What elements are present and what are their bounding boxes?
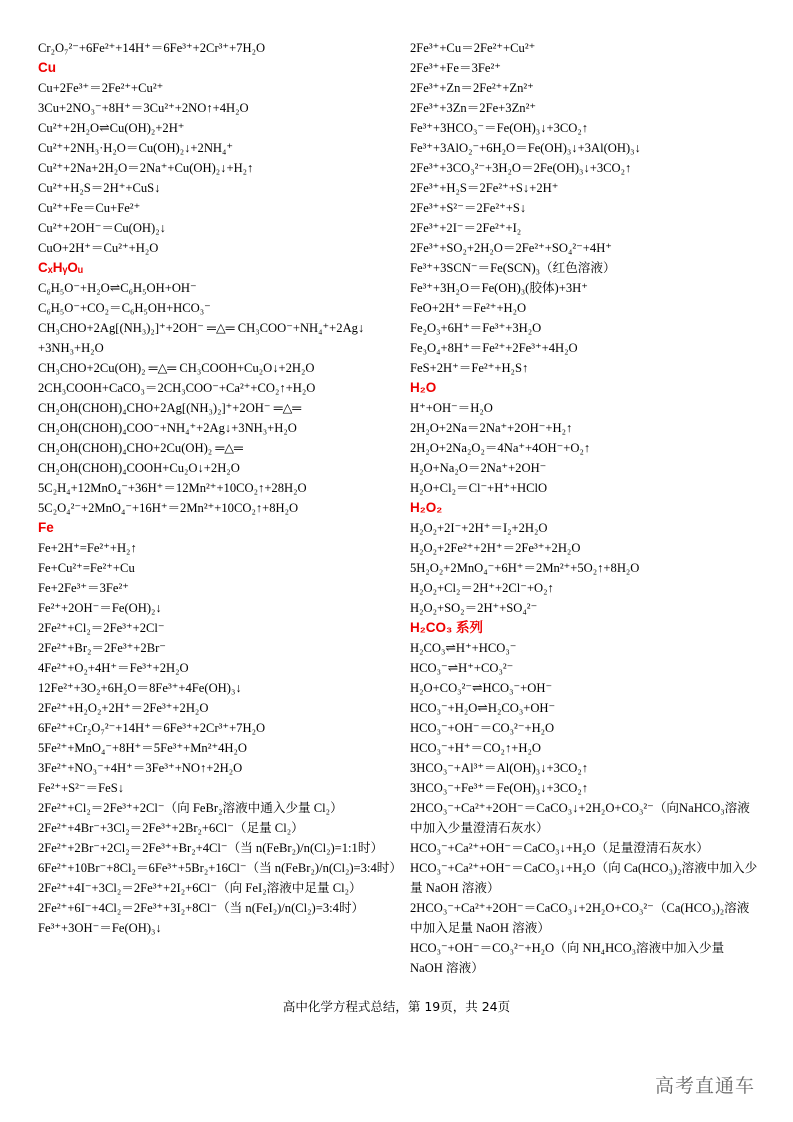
equation-line: Fe³⁺+3HCO₃⁻＝Fe(OH)₃↓+3CO₂↑ — [410, 121, 589, 135]
equation-line: CH₂OH(CHOH)₄COO⁻+NH₄⁺+2Ag↓+3NH₃+H₂O — [38, 421, 297, 435]
equation-line: Fe+2Fe³⁺＝3Fe²⁺ — [38, 581, 129, 595]
section-heading: H₂CO₃ 系列 — [410, 620, 483, 635]
equation-line: 2H₂O+2Na＝2Na⁺+2OH⁻+H₂↑ — [410, 421, 573, 435]
equation-line: 2Fe³⁺+Cu＝2Fe²⁺+Cu²⁺ — [410, 41, 536, 55]
equation-line: HCO₃⁻+OH⁻＝CO₃²⁻+H₂O（向 NH₄HCO₃溶液中加入少量 NaOH 溶液） — [410, 941, 725, 975]
equation-line: FeS+2H⁺＝Fe²⁺+H₂S↑ — [410, 361, 529, 375]
equation-line: 5Fe²⁺+MnO₄⁻+8H⁺＝5Fe³⁺+Mn²⁺4H₂O — [38, 741, 247, 755]
left-column — [38, 38, 400, 938]
equation-line: 2Fe²⁺+Cl₂＝2Fe³⁺+2Cl⁻（向 FeBr₂溶液中通入少量 Cl₂） — [38, 801, 343, 815]
section-heading: CₓHᵧOᵤ — [38, 260, 83, 275]
equation-line: Fe+Cu²⁺=Fe²⁺+Cu — [38, 561, 135, 575]
equation-line: H⁺+OH⁻＝H₂O — [410, 401, 493, 415]
equation-line: 3HCO₃⁻+Al³⁺＝Al(OH)₃↓+3CO₂↑ — [410, 761, 589, 775]
equation-line: 2Fe³⁺+H₂S＝2Fe²⁺+S↓+2H⁺ — [410, 181, 559, 195]
equation-line: +3NH₃+H₂O — [38, 341, 104, 355]
watermark-text: 高考直通车 — [655, 1075, 756, 1097]
equation-line: HCO₃⁻+H⁺＝CO₂↑+H₂O — [410, 741, 541, 755]
equation-line: Fe²⁺+2OH⁻＝Fe(OH)₂↓ — [38, 601, 162, 615]
equation-line: CH₂OH(CHOH)₄COOH+Cu₂O↓+2H₂O — [38, 461, 240, 475]
equation-line: 3Fe²⁺+NO₃⁻+4H⁺＝3Fe³⁺+NO↑+2H₂O — [38, 761, 243, 775]
equation-line: HCO₃⁻⇌H⁺+CO₃²⁻ — [410, 661, 514, 675]
equation-line: Fe²⁺+S²⁻＝FeS↓ — [38, 781, 125, 795]
equation-line: H₂O+Cl₂＝Cl⁻+H⁺+HClO — [410, 481, 548, 495]
equation-line: CuO+2H⁺＝Cu²⁺+H₂O — [38, 241, 159, 255]
equation-line: Fe³⁺+3SCN⁻＝Fe(SCN)₃（红色溶液） — [410, 261, 616, 275]
equation-line: HCO₃⁻+OH⁻＝CO₃²⁻+H₂O — [410, 721, 555, 735]
section-heading: Fe — [38, 520, 54, 535]
equation-line: 2Fe³⁺+SO₂+2H₂O＝2Fe²⁺+SO₄²⁻+4H⁺ — [410, 241, 612, 255]
equation-line: 2HCO₃⁻+Ca²⁺+2OH⁻＝CaCO₃↓+2H₂O+CO₃²⁻（向NaHCO₃溶液中加入少量澄清石灰水） — [410, 801, 750, 835]
equation-line: 2CH₃COOH+CaCO₃＝2CH₃COO⁻+Ca²⁺+CO₂↑+H₂O — [38, 381, 316, 395]
equation-line: 2HCO₃⁻+Ca²⁺+2OH⁻＝CaCO₃↓+2H₂O+CO₃²⁻（Ca(HCO₃)₂溶液中加入足量 NaOH 溶液） — [410, 901, 750, 935]
equation-line: C₆H₅O⁻+H₂O⇌C₆H₅OH+OH⁻ — [38, 281, 197, 295]
equation-line: 5H₂O₂+2MnO₄⁻+6H⁺＝2Mn²⁺+5O₂↑+8H₂O — [410, 561, 640, 575]
equation-line: Fe+2H⁺=Fe²⁺+H₂↑ — [38, 541, 137, 555]
equation-line: 2Fe²⁺+Br₂＝2Fe³⁺+2Br⁻ — [38, 641, 166, 655]
equation-line: HCO₃⁻+H₂O⇌H₂CO₃+OH⁻ — [410, 701, 556, 715]
equation-line: Cr₂O₇²⁻+6Fe²⁺+14H⁺＝6Fe³⁺+2Cr³⁺+7H₂O — [38, 41, 266, 55]
equation-line: Cu²⁺+Fe＝Cu+Fe²⁺ — [38, 201, 141, 215]
equation-line: 3HCO₃⁻+Fe³⁺＝Fe(OH)₃↓+3CO₂↑ — [410, 781, 589, 795]
equation-line: 6Fe²⁺+10Br⁻+8Cl₂＝6Fe³⁺+5Br₂+16Cl⁻（当 n(FeBr₂)/n(Cl₂)=3:4时） — [38, 861, 402, 875]
equation-line: 2Fe²⁺+4Br⁻+3Cl₂＝2Fe³⁺+2Br₂+6Cl⁻（足量 Cl₂） — [38, 821, 304, 835]
equation-line: 2Fe³⁺+S²⁻＝2Fe²⁺+S↓ — [410, 201, 527, 215]
page-footer: 高中化学方程式总结，第 19页，共 24页 — [282, 999, 511, 1014]
right-column — [410, 38, 760, 978]
equation-line: H₂CO₃⇌H⁺+HCO₃⁻ — [410, 641, 517, 655]
equation-line: H₂O₂+2I⁻+2H⁺＝I₂+2H₂O — [410, 521, 548, 535]
equation-line: HCO₃⁻+Ca²⁺+OH⁻＝CaCO₃↓+H₂O（足量澄清石灰水） — [410, 841, 709, 855]
equation-line: Fe₃O₄+8H⁺＝Fe²⁺+2Fe³⁺+4H₂O — [410, 341, 578, 355]
equation-line: Fe³⁺+3AlO₂⁻+6H₂O＝Fe(OH)₃↓+3Al(OH)₃↓ — [410, 141, 641, 155]
equation-line: 6Fe²⁺+Cr₂O₇²⁻+14H⁺＝6Fe³⁺+2Cr³⁺+7H₂O — [38, 721, 266, 735]
equation-line: H₂O₂+Cl₂＝2H⁺+2Cl⁻+O₂↑ — [410, 581, 554, 595]
equation-line: Cu²⁺+2OH⁻＝Cu(OH)₂↓ — [38, 221, 166, 235]
equation-line: 5C₂H₄+12MnO₄⁻+36H⁺＝12Mn²⁺+10CO₂↑+28H₂O — [38, 481, 307, 495]
equation-line: CH₂OH(CHOH)₄CHO+2Cu(OH)₂ ═△═ — [38, 441, 243, 455]
equation-line: CH₃CHO+2Cu(OH)₂ ═△═ CH₃COOH+Cu₂O↓+2H₂O — [38, 361, 315, 375]
equation-line: 2Fe²⁺+4I⁻+3Cl₂＝2Fe³⁺+2I₂+6Cl⁻（向 FeI₂溶液中足量 Cl₂） — [38, 881, 362, 895]
equation-line: 2Fe³⁺+Fe＝3Fe²⁺ — [410, 61, 501, 75]
equation-line: CH₃CHO+2Ag[(NH₃)₂]⁺+2OH⁻ ═△═ CH₃COO⁻+NH₄⁺+2Ag↓ — [38, 321, 365, 335]
equation-line: H₂O₂+2Fe²⁺+2H⁺＝2Fe³⁺+2H₂O — [410, 541, 581, 555]
equation-line: Fe³⁺+3OH⁻＝Fe(OH)₃↓ — [38, 921, 162, 935]
equation-line: 2Fe²⁺+H₂O₂+2H⁺＝2Fe³⁺+2H₂O — [38, 701, 209, 715]
equation-line: 2Fe²⁺+Cl₂＝2Fe³⁺+2Cl⁻ — [38, 621, 165, 635]
equation-line: Fe₂O₃+6H⁺＝Fe³⁺+3H₂O — [410, 321, 542, 335]
equation-line: C₆H₅O⁻+CO₂＝C₆H₅OH+HCO₃⁻ — [38, 301, 211, 315]
equation-line: 2Fe³⁺+3Zn＝2Fe+3Zn²⁺ — [410, 101, 536, 115]
equation-line: Cu²⁺+H₂S＝2H⁺+CuS↓ — [38, 181, 161, 195]
section-heading: H₂O₂ — [410, 500, 443, 515]
equation-line: 3Cu+2NO₃⁻+8H⁺＝3Cu²⁺+2NO↑+4H₂O — [38, 101, 249, 115]
equation-line: 2Fe³⁺+Zn＝2Fe²⁺+Zn²⁺ — [410, 81, 534, 95]
equation-line: 2H₂O+2Na₂O₂＝4Na⁺+4OH⁻+O₂↑ — [410, 441, 591, 455]
equation-line: Cu+2Fe³⁺＝2Fe²⁺+Cu²⁺ — [38, 81, 164, 95]
equation-line: CH₂OH(CHOH)₄CHO+2Ag[(NH₃)₂]⁺+2OH⁻ ═△═ — [38, 401, 302, 415]
equation-line: Cu²⁺+2Na+2H₂O＝2Na⁺+Cu(OH)₂↓+H₂↑ — [38, 161, 254, 175]
equation-line: 2Fe²⁺+6I⁻+4Cl₂＝2Fe³⁺+3I₂+8Cl⁻（当 n(FeI₂)/n(Cl₂)=3:4时） — [38, 901, 365, 915]
equation-line: Cu²⁺+2NH₃·H₂O＝Cu(OH)₂↓+2NH₄⁺ — [38, 141, 234, 155]
equation-line: 2Fe³⁺+2I⁻＝2Fe²⁺+I₂ — [410, 221, 522, 235]
equation-line: H₂O₂+SO₂＝2H⁺+SO₄²⁻ — [410, 601, 538, 615]
equation-line: FeO+2H⁺＝Fe²⁺+H₂O — [410, 301, 527, 315]
section-heading: Cu — [38, 60, 56, 75]
equation-line: Cu²⁺+2H₂O⇌Cu(OH)₂+2H⁺ — [38, 121, 185, 135]
equation-line: H₂O+CO₃²⁻⇌HCO₃⁻+OH⁻ — [410, 681, 553, 695]
section-heading: H₂O — [410, 380, 437, 395]
equation-line: 5C₂O₄²⁻+2MnO₄⁻+16H⁺＝2Mn²⁺+10CO₂↑+8H₂O — [38, 501, 299, 515]
equation-line: H₂O+Na₂O＝2Na⁺+2OH⁻ — [410, 461, 547, 475]
equation-line: 4Fe²⁺+O₂+4H⁺＝Fe³⁺+2H₂O — [38, 661, 189, 675]
equation-line: 12Fe²⁺+3O₂+6H₂O＝8Fe³⁺+4Fe(OH)₃↓ — [38, 681, 242, 695]
equation-line: 2Fe²⁺+2Br⁻+2Cl₂＝2Fe³⁺+Br₂+4Cl⁻（当 n(FeBr₂)/n(Cl₂)=1:1时） — [38, 841, 384, 855]
equation-line: 2Fe³⁺+3CO₃²⁻+3H₂O＝2Fe(OH)₃↓+3CO₂↑ — [410, 161, 632, 175]
equation-line: Fe³⁺+3H₂O＝Fe(OH)₃(胶体)+3H⁺ — [410, 281, 588, 295]
equation-line: HCO₃⁻+Ca²⁺+OH⁻＝CaCO₃↓+H₂O（向 Ca(HCO₃)₂溶液中加入少量 NaOH 溶液） — [410, 861, 758, 895]
